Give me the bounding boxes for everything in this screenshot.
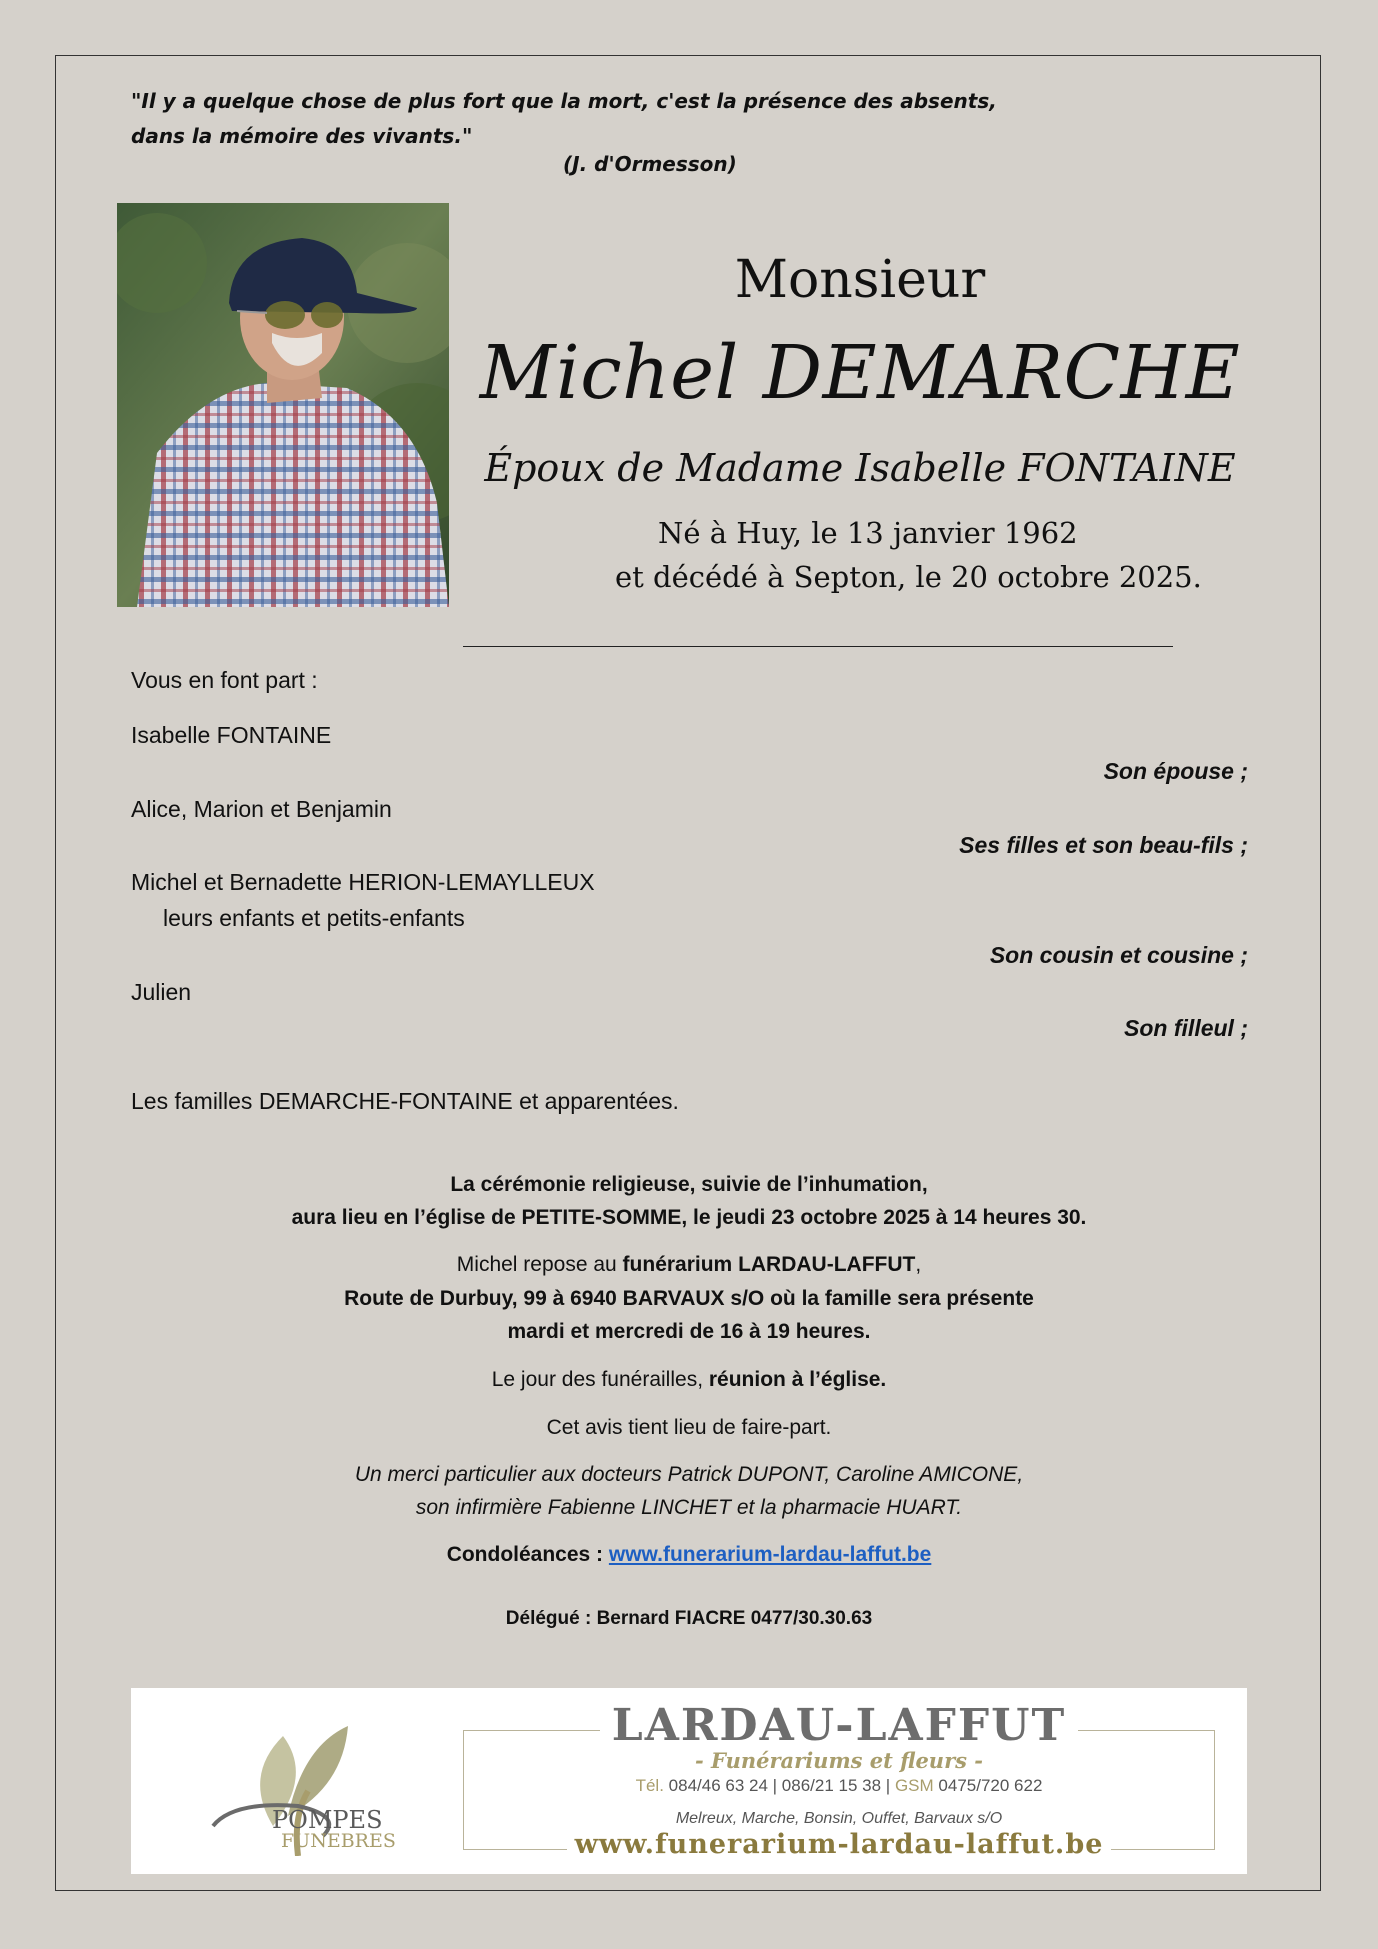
repose-suffix: ,: [915, 1253, 922, 1276]
brand-name: [463, 1700, 1215, 1751]
family-names-2: Alice, Marion et Benjamin: [131, 796, 392, 822]
family-closing: Les familles DEMARCHE-FONTAINE et apparentées.: [131, 1088, 679, 1114]
family-role-1: Son épouse ;: [1103, 758, 1248, 784]
thanks-line-2: son infirmière Fabienne LINCHET et la pharmacie HUART.: [415, 1496, 963, 1519]
civility: Monsieur: [734, 250, 986, 310]
brand-website: [463, 1829, 1215, 1860]
delegate-line: Délégué : Bernard FIACRE 0477/30.30.63: [505, 1608, 873, 1629]
family-names-4: Julien: [131, 979, 192, 1005]
condolences-label: Condoléances :: [446, 1543, 609, 1566]
family-role-4: Son filleul ;: [1124, 1015, 1248, 1041]
death-line: et décédé à Septon, le 20 octobre 2025.: [615, 560, 1202, 594]
hours-line: mardi et mercredi de 16 à 19 heures.: [507, 1320, 871, 1343]
ceremony-line-1: La cérémonie religieuse, suivie de l’inhumation,: [450, 1173, 928, 1196]
quote-line-1: "Il y a quelque chose de plus fort que la mort, c'est la présence des absents,: [131, 89, 997, 113]
gsm-label: GSM: [894, 1776, 934, 1795]
address-line: Route de Durbuy, 99 à 6940 BARVAUX s/O où la famille sera présente: [344, 1287, 1034, 1310]
family-names-1: Isabelle FONTAINE: [131, 722, 332, 748]
brand-website-text: www.funerarium-lardau-laffut.be: [567, 1829, 1112, 1860]
divider: [463, 646, 1173, 647]
family-role-2: Ses filles et son beau-fils ;: [959, 832, 1248, 858]
condolences-line: [131, 1543, 1247, 1567]
spouse-line: Époux de Madame Isabelle FONTAINE: [484, 446, 1236, 490]
quote: [131, 84, 1031, 154]
brand-name-text: LARDAU-LAFFUT: [600, 1700, 1078, 1751]
family-names-3: Michel et Bernadette HERION-LEMAYLLEUX: [131, 869, 595, 895]
deceased-name: Michel DEMARCHE: [479, 330, 1241, 416]
brand-phones: [463, 1776, 1215, 1796]
tel-numbers: 084/46 63 24 | 086/21 15 38 |: [668, 1776, 891, 1795]
notice-line: Cet avis tient lieu de faire-part.: [546, 1416, 832, 1439]
funeral-day-prefix: Le jour des funérailles,: [491, 1368, 709, 1391]
family-role-3: Son cousin et cousine ;: [989, 942, 1248, 968]
repose-place: funérarium LARDAU-LAFFUT: [622, 1253, 916, 1276]
brand-locations: Melreux, Marche, Bonsin, Ouffet, Barvaux s/O: [675, 1810, 1003, 1827]
birth-line: Né à Huy, le 13 janvier 1962: [658, 516, 1078, 550]
repose-prefix: Michel repose au: [456, 1253, 623, 1276]
logo-text-1: POMPES: [272, 1806, 383, 1834]
gsm-number: 0475/720 622: [938, 1776, 1043, 1795]
family-intro: Vous en font part :: [131, 667, 318, 693]
thanks-line-1: Un merci particulier aux docteurs Patrick DUPONT, Caroline AMICONE,: [354, 1463, 1024, 1486]
condolences-link[interactable]: www.funerarium-lardau-laffut.be: [608, 1543, 932, 1566]
quote-line-2: dans la mémoire des vivants.": [131, 124, 473, 148]
ceremony-line-2: aura lieu en l’église de PETITE-SOMME, le jeudi 23 octobre 2025 à 14 heures 30.: [291, 1206, 1087, 1229]
family-names-3b: leurs enfants et petits-enfants: [163, 905, 465, 931]
logo-text-2: FUNEBRES: [281, 1830, 396, 1852]
quote-author: (J. d'Ormesson): [563, 152, 737, 176]
funeral-home-banner: [131, 1688, 1247, 1874]
funeral-day-bold: réunion à l’église.: [708, 1368, 887, 1391]
brand-subtitle: - Funérariums et fleurs -: [695, 1748, 983, 1773]
funeral-day-line: [131, 1368, 1247, 1392]
tel-label: Tél.: [635, 1776, 664, 1795]
portrait-photo: [117, 203, 449, 607]
repose-line: [131, 1253, 1247, 1277]
